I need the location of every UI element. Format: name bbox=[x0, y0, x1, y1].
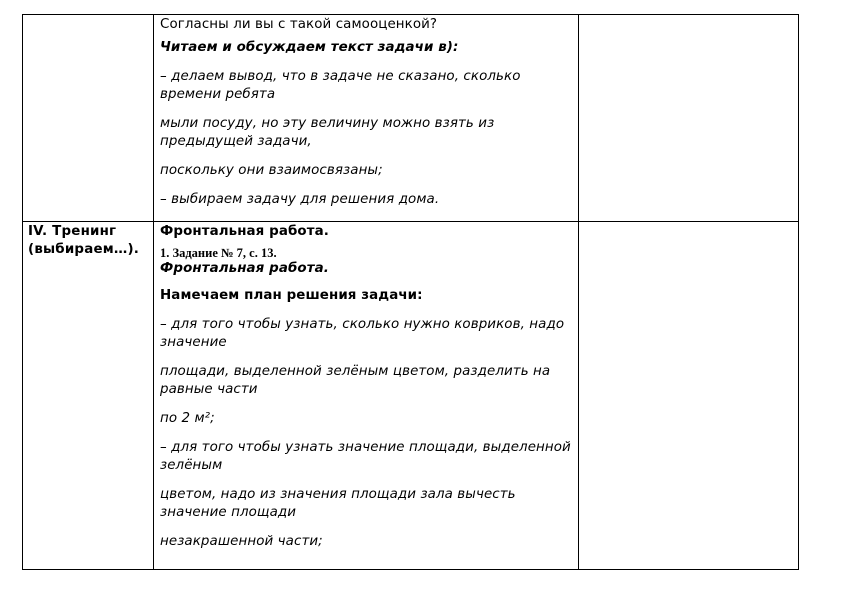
stage-cell bbox=[23, 15, 154, 222]
stage-cell bbox=[23, 222, 154, 570]
paragraph: по 2 м²; bbox=[160, 411, 215, 426]
notes-cell bbox=[579, 222, 799, 570]
content-cell bbox=[154, 222, 579, 570]
paragraph: – выбираем задачу для решения дома. bbox=[160, 192, 440, 207]
paragraph: – делаем вывод, что в задаче не сказано, сколько времени ребята bbox=[160, 69, 521, 102]
paragraph-heading: Читаем и обсуждаем текст задачи в): bbox=[160, 40, 459, 55]
paragraph: Согласны ли вы с такой самооценкой? bbox=[160, 17, 438, 32]
paragraph: – для того чтобы узнать значение площади, выделенной зелёным bbox=[160, 440, 571, 473]
paragraph: незакрашенной части; bbox=[160, 534, 323, 549]
paragraph: мыли посуду, но эту величину можно взять из предыдущей задачи, bbox=[160, 116, 495, 149]
task-reference: 1. Задание № 7, с. 13. bbox=[160, 246, 277, 260]
paragraph: поскольку они взаимосвязаны; bbox=[160, 163, 383, 178]
paragraph: – для того чтобы узнать, сколько нужно ковриков, надо значение bbox=[160, 317, 565, 350]
content-cell bbox=[154, 15, 579, 222]
lesson-plan-table bbox=[22, 14, 799, 570]
frontal-work-heading-italic: Фронтальная работа. bbox=[160, 261, 329, 276]
frontal-work-heading: Фронтальная работа. bbox=[160, 224, 329, 239]
stage-label: IV. Тренинг (выбираем…). bbox=[28, 224, 140, 257]
paragraph: цветом, надо из значения площади зала вычесть значение площади bbox=[160, 487, 516, 520]
plan-heading: Намечаем план решения задачи: bbox=[160, 288, 423, 303]
paragraph: площади, выделенной зелёным цветом, разделить на равные части bbox=[160, 364, 551, 397]
notes-cell bbox=[579, 15, 799, 222]
table-row bbox=[23, 15, 799, 222]
table-row bbox=[23, 222, 799, 570]
